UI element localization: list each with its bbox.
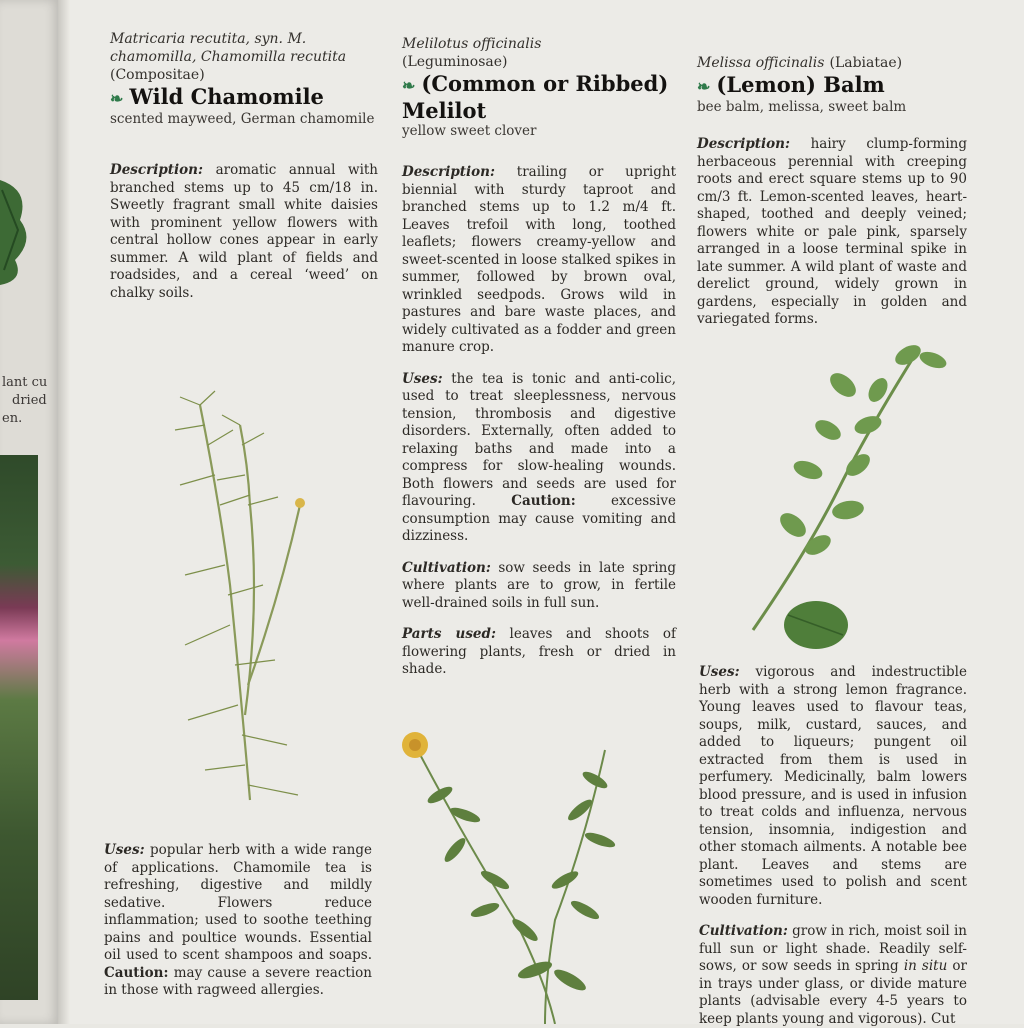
description-text: trailing or upright biennial with sturdy taproot and branched stems up to 1.2 m/4 ft. Leaves trefoil with long, toothed leaflets; flowers creamy-yellow and sweet-scented in loose stalked spikes in summer, followed by brown oval, wrinkled seedpods. Grows wild in pastures and bare waste places, and widely cultivated as a fodder and green manure crop. [402,164,677,355]
uses-text: the tea is tonic and anti-colic, used to treat sleeplessness, nervous tension, thrombosis and digestive disorders. Externally, often added to relaxing baths and made into a compress for slow-healing wounds. Both flowers and seeds are used for flavouring. [402,370,676,509]
parts-used-text: leaves and shoots of flowering plants, fresh or dried in shade. [402,626,676,677]
cultivation-text: sow seeds in late spring where plants are to grow, in fertile well-drained soils in full sun. [402,559,676,611]
cultivation-label: Cultivation: [699,923,788,939]
lemon-balm-illustration [748,330,948,660]
plant-family: (Leguminosae) [402,54,508,70]
parts-used-label: Parts used: [402,626,496,642]
book-spine [58,0,70,1024]
description-paragraph [402,164,676,357]
cultivation-paragraph [699,923,967,1028]
entry-title [402,71,676,123]
left-page-text-line: dried [12,393,47,408]
entry-title-text: Wild Chamomile [129,84,324,109]
melilot-illustration [395,720,655,1024]
uses-paragraph [104,842,372,1000]
left-page-text-line: lant cu [2,375,48,390]
caution-text: excessive consumption may cause vomiting and dizziness. [402,493,676,544]
left-page-text-line: en. [2,411,23,426]
chamomile-uses [104,842,372,1000]
entry-title [110,84,378,111]
entry-melilot [402,35,676,679]
uses-paragraph [699,664,967,909]
entry-lemon-balm [697,52,967,329]
lemon-balm-continued [699,664,967,1028]
entry-title-text: (Common or Ribbed) Melilot [402,71,669,123]
latin-name: Matricaria recutita, syn. M. chamomilla, Chamomilla recutita [110,31,347,65]
description-label: Description: [110,162,203,178]
leaf-icon: ❧ [110,89,124,108]
cultivation-paragraph [402,560,676,613]
plant-family: (Compositae) [110,67,205,83]
leaf-icon: ❧ [697,77,711,96]
left-page-leaf-illustration [0,170,32,290]
entry-title-text: (Lemon) Balm [716,72,885,97]
uses-text: popular herb with a wide range of applications. Chamomile tea is refreshing, digestive and mildly sedative. Flowers reduce inflammation; used to soothe teething pains and poultice wounds. Essential oil used to scent shampoos and soaps. [104,842,372,963]
uses-label: Uses: [104,842,145,858]
plant-family: (Labiatae) [829,55,903,71]
leaf-icon: ❧ [402,76,416,95]
description-text: aromatic annual with branched stems up to 45 cm/18 in. Sweetly fragrant small white daisies with prominent yellow flowers with central hollow cones appear in early summer. A wild plant of fields and roadsides, and a cereal ‘weed’ on chalky soils. [110,162,379,301]
caution-text: may cause a severe reaction in those with ragweed allergies. [104,964,372,998]
left-page-fragment [0,0,60,1024]
uses-text: vigorous and indestructible herb with a strong lemon fragrance. Young leaves used to flavour teas, soups, milk, custard, sauces, and added to liqueurs; pungent oil extracted from them is used in perfumery. Medicinally, balm lowers blood pressure, and is used in infusion to treat colds and influenza, nervous tension, insomnia, indigestion and other stomach ailments. A notable bee plant. Leaves and stems are sometimes used to polish and scent wooden furniture. [699,664,967,908]
description-paragraph [697,136,967,329]
entry-wild-chamomile [110,30,378,302]
description-paragraph [110,162,378,302]
uses-paragraph [402,371,676,546]
latin-name: Melilotus officinalis [402,36,542,52]
common-names: bee balm, melissa, sweet balm [697,99,907,115]
caution-label: Caution: [104,964,169,981]
uses-label: Uses: [402,370,443,387]
cultivation-italic: in situ [903,958,948,974]
cultivation-text: grow in rich, moist soil in full sun or light shade. Readily self-sows, or sow seeds in spring [699,923,967,974]
description-label: Description: [402,164,495,180]
latin-line [697,52,967,72]
chamomile-illustration [130,385,340,805]
description-text: hairy clump-forming herbaceous perennial with creeping roots and erect square stems up to 90 cm/3 ft. Lemon-scented leaves, heart-shaped, toothed and deeply veined; flowers white or pale pink, sparsely arranged in a loose terminal spike in late summer. A wild plant of waste and derelict ground, widely grown in gardens, especially in golden and variegated forms. [697,136,967,327]
left-page-flower-photo [0,455,38,1000]
parts-used-paragraph [402,626,676,679]
cultivation-label: Cultivation: [402,559,491,576]
uses-label: Uses: [699,664,740,680]
common-names: scented mayweed, German chamomile [110,111,375,127]
entry-title [697,72,967,99]
cultivation-text-rest: or in trays under glass, or divide mature plants (advisable every 4-5 years to keep plants young and vigorous). Cut [699,958,967,1027]
common-names: yellow sweet clover [402,123,537,139]
description-label: Description: [697,136,790,152]
latin-name: Melissa officinalis [697,55,825,71]
caution-label: Caution: [511,493,576,509]
